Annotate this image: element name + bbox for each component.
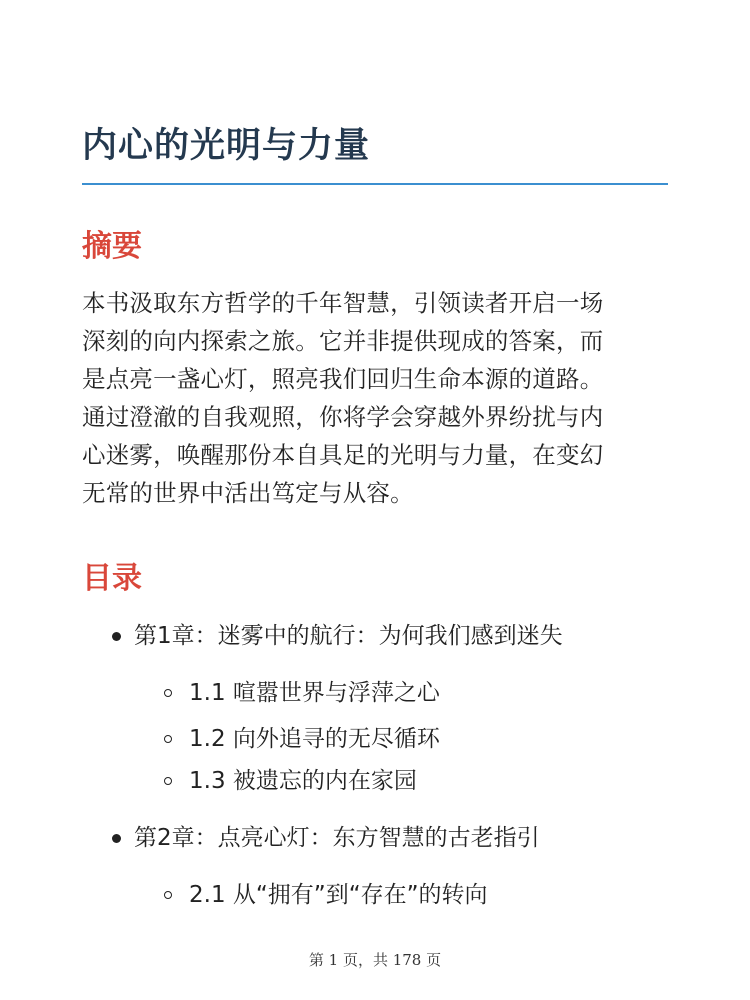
bullet-circle-icon <box>164 891 172 899</box>
bullet-disc-icon <box>112 632 121 641</box>
toc-chapter-2[interactable]: 第2章：点亮心灯：东方智慧的古老指引 <box>134 825 540 851</box>
abstract-line: 无常的世界中活出笃定与从容。 <box>82 479 414 507</box>
abstract-heading: 摘要 <box>82 229 142 264</box>
abstract-line: 通过澄澈的自我观照，你将学会穿越外界纷扰与内 <box>82 403 604 431</box>
abstract-paragraph <box>82 284 682 512</box>
bullet-circle-icon <box>164 735 172 743</box>
page-number: 第 1 页，共 178 页 <box>308 951 442 969</box>
abstract-line: 是点亮一盏心灯，照亮我们回归生命本源的道路。 <box>82 365 604 393</box>
book-title: 内心的光明与力量 <box>82 126 371 166</box>
abstract-line: 心迷雾，唤醒那份本自具足的光明与力量，在变幻 <box>82 441 604 469</box>
abstract-line: 本书汲取东方哲学的千年智慧，引领读者开启一场 <box>82 289 604 317</box>
abstract-line: 深刻的向内探索之旅。它并非提供现成的答案，而 <box>82 327 604 355</box>
toc-section-1-3[interactable]: 1.3 被遗忘的内在家园 <box>189 768 417 794</box>
toc-chapter-1[interactable]: 第1章：迷雾中的航行：为何我们感到迷失 <box>134 623 563 649</box>
toc-section-1-1[interactable]: 1.1 喧嚣世界与浮萍之心 <box>189 680 440 706</box>
toc-section-2-1[interactable]: 2.1 从“拥有”到“存在”的转向 <box>189 882 488 908</box>
toc-heading: 目录 <box>82 561 142 596</box>
toc-section-1-2[interactable]: 1.2 向外追寻的无尽循环 <box>189 726 440 752</box>
bullet-disc-icon <box>112 834 121 843</box>
bullet-circle-icon <box>164 777 172 785</box>
bullet-circle-icon <box>164 689 172 697</box>
title-divider <box>82 183 668 185</box>
